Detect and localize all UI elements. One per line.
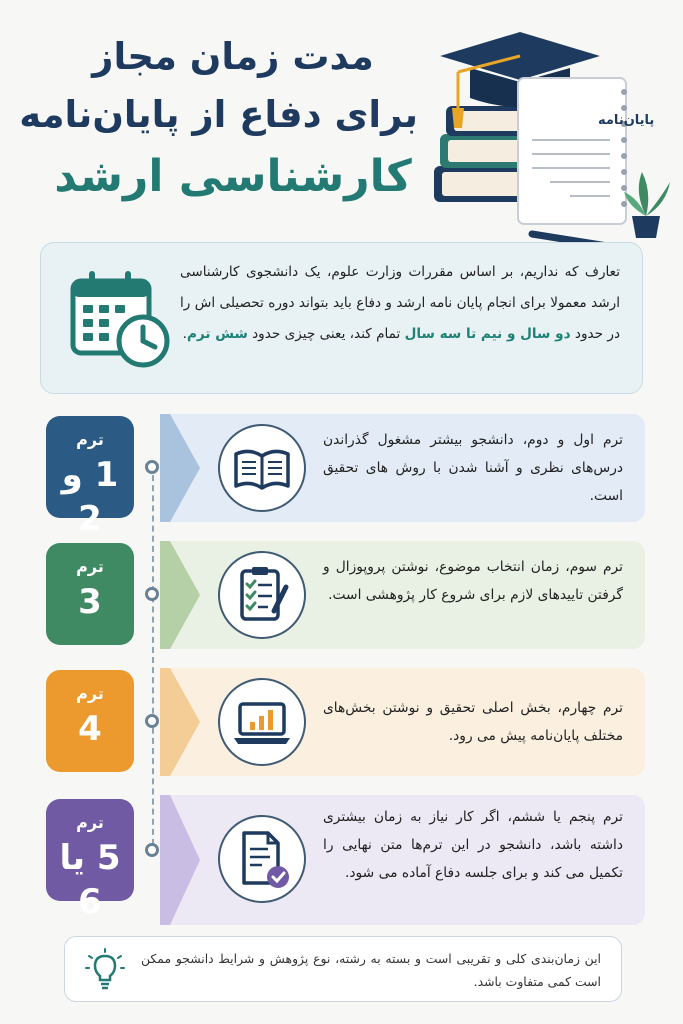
step-card (160, 541, 645, 649)
laptop-chart-icon (218, 678, 306, 766)
chevron-icon (160, 668, 200, 776)
open-book-icon (218, 424, 306, 512)
title-line-2: برای دفاع از پایان‌نامه (19, 93, 418, 136)
intro-text-part-2: تمام کند، یعنی چیزی حدود (247, 326, 405, 342)
step-term-1-2 (46, 414, 646, 539)
chevron-icon (160, 414, 200, 522)
timeline-dot (145, 843, 159, 857)
intro-highlight-duration: دو سال و نیم تا سه سال (404, 326, 571, 342)
term-badge (46, 670, 134, 772)
note-text: این زمان‌بندی کلی و تقریبی است و بسته به رشته، نوع پژوهش و شرایط دانشجو ممکن است کمی متفاوت باشد. (141, 951, 601, 989)
term-badge-label: ترم (76, 557, 104, 576)
term-badge-label: ترم (76, 813, 104, 832)
term-badge (46, 799, 134, 922)
document-check-icon (218, 815, 306, 903)
intro-text-part-3: . (182, 326, 187, 342)
step-card (160, 795, 645, 925)
title-line-1: مدت زمان مجاز (92, 35, 374, 78)
notebook-label: پایان‌نامه (598, 113, 655, 128)
intro-text (180, 257, 620, 350)
chevron-icon (160, 541, 200, 649)
calendar-clock-icon (67, 265, 175, 373)
term-badge-number: 1 و 2 (61, 455, 119, 539)
lightbulb-icon (83, 948, 127, 992)
term-badge (46, 543, 134, 645)
clipboard-checklist-icon (218, 551, 306, 639)
intro-text-part-1: تعارف که نداریم، بر اساس مقررات وزارت علوم، یک دانشجوی کارشناسی ارشد معمولا برای انجام پایان نامه ارشد و دفاع باید بتواند دوره تحصیلی اش را در حدود (180, 264, 620, 342)
chevron-icon (160, 795, 200, 925)
step-term-5-6 (46, 795, 646, 927)
term-badge (46, 416, 134, 539)
step-card (160, 668, 645, 776)
step-card (160, 414, 645, 522)
step-text: ترم پنجم یا ششم، اگر کار نیاز به زمان بیشتری داشته باشد، دانشجو در این ترم‌ها متن نهایی را تکمیل می کند و برای جلسه دفاع آماده می شود. (323, 809, 623, 881)
step-text: ترم سوم، زمان انتخاب موضوع، نوشتن پروپوزال و گرفتن تاییدهای لازم برای شروع کار پژوهشی است. (323, 559, 623, 603)
title-block (19, 28, 418, 210)
term-badge-number: 4 (78, 709, 102, 749)
timeline-dot (145, 587, 159, 601)
timeline-line (152, 465, 154, 845)
step-text: ترم چهارم، بخش اصلی تحقیق و نوشتن بخش‌های مختلف پایان‌نامه پیش می رود. (323, 700, 623, 744)
intro-box (40, 242, 643, 394)
note-box (64, 936, 622, 1002)
step-term-4 (46, 668, 646, 776)
term-badge-number: 5 یا 6 (59, 838, 121, 922)
step-term-3 (46, 541, 646, 649)
graduation-books-illustration (420, 16, 680, 261)
term-badge-number: 3 (78, 582, 102, 622)
term-badge-label: ترم (76, 684, 104, 703)
timeline-dot (145, 460, 159, 474)
title-line-3: کارشناسی ارشد (54, 151, 412, 202)
intro-highlight-terms: شش ترم (186, 326, 248, 342)
notebook-icon (518, 78, 627, 224)
step-text: ترم اول و دوم، دانشجو بیشتر مشغول گذراندن درس‌های نظری و آشنا شدن با روش های تحقیق است. (323, 432, 623, 504)
timeline-dot (145, 714, 159, 728)
term-badge-label: ترم (76, 430, 104, 449)
plant-icon (624, 172, 670, 238)
